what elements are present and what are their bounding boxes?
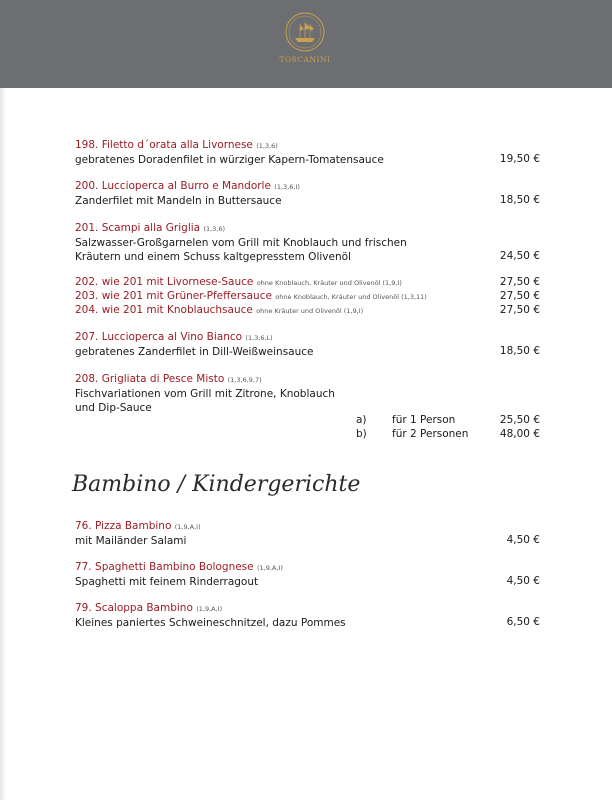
item-description: Spaghetti mit feinem Rinderragout: [75, 576, 259, 588]
allergen-codes: (1,9,A,I): [256, 564, 283, 572]
option-label: für 1 Person: [392, 414, 456, 426]
item-description-line: und Dip-Sauce: [75, 402, 152, 414]
item-title: 77. Spaghetti Bambino Bolognese: [75, 561, 254, 573]
allergen-codes: (1,9,A,I): [174, 523, 201, 531]
item-description: gebratenes Zanderfilet in Dill-Weißweinsauce: [75, 346, 314, 358]
option-letter: b): [356, 428, 367, 440]
item-title: 207. Luccioperca al Vino Bianco: [75, 331, 243, 343]
menu-item: [75, 221, 540, 264]
item-title: 202. wie 201 mit Livornese-Sauce: [75, 276, 254, 288]
item-note: ohne Kräuter und Olivenöl (1,9,I): [256, 307, 364, 315]
allergen-codes: (1,3,6): [203, 225, 226, 233]
item-description-line: Kräutern und einem Schuss kaltgepresstem Olivenöl: [75, 251, 351, 263]
menu-item: [75, 560, 540, 589]
item-price: 24,50 €: [499, 250, 540, 262]
item-price: 18,50 €: [499, 345, 540, 357]
item-price: 18,50 €: [499, 194, 540, 206]
allergen-codes: (1,3,6,I): [274, 183, 300, 191]
page-edge-shadow: [0, 88, 6, 800]
allergen-codes: (1,3,6,9,7): [227, 376, 262, 384]
item-title: 198. Filetto d´orata alla Livornese: [75, 139, 253, 151]
item-price: 27,50 €: [499, 304, 540, 316]
option-letter: a): [356, 414, 367, 426]
item-description-line: Salzwasser-Großgarnelen vom Grill mit Knoblauch und frischen: [75, 237, 407, 249]
allergen-codes: (1,3,6,L): [245, 334, 273, 342]
item-title: 76. Pizza Bambino: [75, 520, 172, 532]
menu-item: [75, 303, 540, 318]
item-title: 204. wie 201 mit Knoblauchsauce: [75, 304, 253, 316]
item-description: gebratenes Doradenfilet in würziger Kapern-Tomatensauce: [75, 154, 384, 166]
item-price: 6,50 €: [506, 616, 540, 628]
item-title: 201. Scampi alla Griglia: [75, 222, 201, 234]
menu-item: [75, 275, 540, 290]
menu-item: [75, 519, 540, 548]
logo-name: TOSCANINI: [279, 55, 331, 64]
item-title: 200. Luccioperca al Burro e Mandorle: [75, 180, 271, 192]
item-price: 4,50 €: [506, 534, 540, 546]
menu-item: [75, 372, 540, 444]
option-price: 48,00 €: [499, 428, 540, 440]
item-description: Kleines paniertes Schweineschnitzel, dazu Pommes: [75, 617, 346, 629]
item-description-line: Fischvariationen vom Grill mit Zitrone, Knoblauch: [75, 388, 335, 400]
item-price: 27,50 €: [499, 276, 540, 288]
option-label: für 2 Personen: [392, 428, 469, 440]
allergen-codes: (1,9,A,I): [196, 605, 223, 613]
item-title: 208. Grigliata di Pesce Misto: [75, 373, 225, 385]
item-title: 203. wie 201 mit Grüner-Pfeffersauce: [75, 290, 272, 302]
item-title: 79. Scaloppa Bambino: [75, 602, 193, 614]
header-bar: [0, 0, 612, 88]
item-description: Zanderfilet mit Mandeln in Buttersauce: [75, 195, 282, 207]
menu-item: [75, 138, 540, 167]
item-price: 19,50 €: [499, 153, 540, 165]
menu-item: [75, 601, 540, 630]
restaurant-logo: [270, 10, 340, 72]
ship-emblem-icon: [283, 10, 327, 54]
menu-item: [75, 289, 540, 304]
menu-item: [75, 179, 540, 208]
option-price: 25,50 €: [499, 414, 540, 426]
section-heading: Bambino / Kindergerichte: [72, 472, 361, 497]
item-description: mit Mailänder Salami: [75, 535, 187, 547]
item-note: ohne Knoblauch, Kräuter und Olivenöl (1,3,11): [275, 293, 427, 301]
item-price: 27,50 €: [499, 290, 540, 302]
item-note: ohne Knoblauch, Kräuter und Olivenöl (1,9,I): [256, 279, 402, 287]
allergen-codes: (1,3,6): [256, 142, 278, 150]
menu-item: [75, 330, 540, 359]
item-price: 4,50 €: [506, 575, 540, 587]
